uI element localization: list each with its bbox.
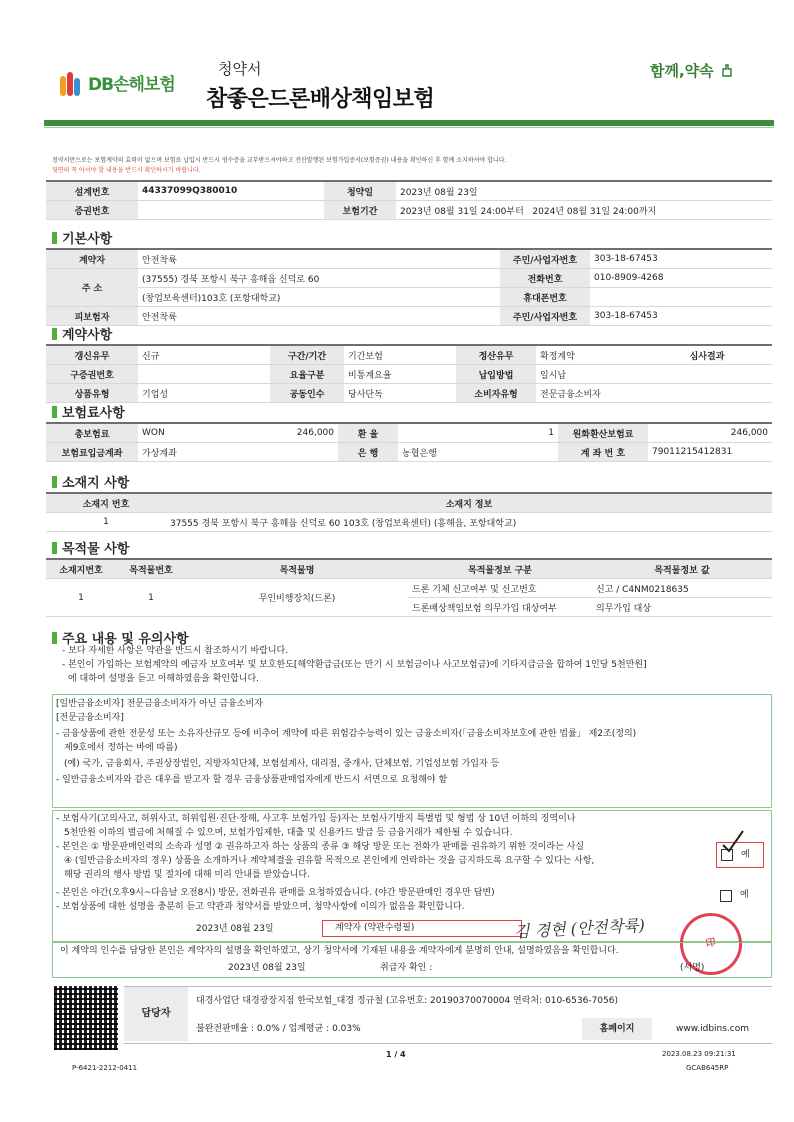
section-bar	[52, 632, 57, 644]
visit-consent3: 해당 권리의 행사 방법 및 절차에 대해 미리 안내를 받았습니다.	[64, 870, 310, 880]
handler-confirm: 이 계약의 인수를 담당한 본인은 계약자의 설명을 확인하였고, 상기 청약서에 기재된 내용을 계약자에게 분명히 안내, 설명하였음을 확인합니다.	[60, 946, 619, 956]
consumer: 전문금융소비자	[536, 384, 642, 403]
pro-consumer-desc2: 제9호에서 정하는 바에 따름)	[64, 743, 178, 753]
location-no-header: 소재지 번호	[46, 493, 166, 513]
mobile	[590, 288, 772, 307]
notice-text	[62, 644, 647, 686]
confirm-text	[56, 812, 594, 914]
address-line1: (37555) 경북 포항시 북구 흥해읍 신덕로 60	[138, 269, 500, 288]
contract-table	[46, 344, 772, 403]
period-label: 보험기간	[324, 201, 396, 220]
renew: 신규	[138, 345, 270, 365]
old-policy-label: 구증권번호	[46, 365, 138, 384]
summary-table	[46, 180, 772, 220]
form-code: GCAB645RP	[686, 1064, 729, 1072]
design-no: 44337099Q380010	[138, 181, 324, 201]
section-location	[52, 472, 129, 491]
qr-code	[54, 986, 118, 1050]
object-loc-header: 소재지번호	[46, 559, 116, 579]
rate-label: 요율구분	[270, 365, 344, 384]
section-bar	[52, 476, 57, 488]
location-table	[46, 492, 772, 532]
section-notice-title: 주요 내용 및 유의사항	[62, 632, 189, 647]
review-empty2	[642, 384, 772, 403]
section-basic	[52, 228, 112, 247]
insured: 안전착륙	[138, 307, 500, 326]
yes-label: 예	[741, 850, 750, 860]
yes-checkbox-1[interactable]	[716, 842, 764, 868]
object-value-header: 목적물정보 값	[592, 559, 772, 579]
renew-label: 갱신유무	[46, 345, 138, 365]
acct-no-label: 계 좌 번 호	[558, 443, 648, 462]
id-label: 주민/사업자번호	[500, 249, 590, 269]
handler-sign: (서명)	[680, 963, 705, 973]
object-name: 무인비행장치(드론)	[186, 579, 408, 617]
hand-promise-icon	[719, 62, 735, 78]
phone: 010-8909-4268	[590, 269, 772, 288]
krw-label: 원화환산보험료	[558, 423, 648, 443]
phone-label: 전화번호	[500, 269, 590, 288]
agent-info: 대경사업단 대경광장지점 한국보험_대경 정규철 (고유번호: 20190370070004 연락처: 010-6536-7056)	[196, 996, 618, 1006]
contractor-signature: 김 경현 (안전착륙)	[513, 915, 646, 942]
app-date: 2023년 08월 23일	[396, 181, 772, 201]
acct-no: 79011215412831	[648, 443, 772, 462]
period-from: 2023년 08월 31일 24:00부터	[400, 206, 524, 217]
notice-line: - 보다 자세한 사항은 약관을 반드시 참조하시기 바랍니다.	[62, 646, 289, 656]
fx: 1	[398, 423, 558, 443]
notice-line-red: 뒷면의 꼭 아셔야 할 내용을 반드시 확인하시기 바랍니다.	[52, 167, 201, 174]
section-object	[52, 538, 129, 557]
range-label: 구간/기간	[270, 345, 344, 365]
contractor-sign-label: 계약자 (약관수령필)	[322, 920, 522, 937]
consumer-type-text	[56, 697, 636, 787]
app-date-label: 청약일	[324, 181, 396, 201]
coins: 당사단독	[344, 384, 456, 403]
object-name-header: 목적물명	[186, 559, 408, 579]
location-info-header: 소재지 정보	[166, 493, 772, 513]
contractor: 안전착륙	[138, 249, 500, 269]
notice-line: - 본인이 가입하는 보험계약의 예금자 보호여부 및 보호한도[해약환급금(또는 만기 시 보험금이나 사고보험금)에 기타지급금을 합하여 1인당 5천만원]	[62, 660, 647, 670]
homepage-label: 홈페이지	[582, 1018, 652, 1040]
insured-label: 피보험자	[46, 307, 138, 326]
product: 기업성	[138, 384, 270, 403]
address-line2: (창업보육센터)103호 (포항대학교)	[138, 288, 500, 307]
total-label: 총보험료	[46, 423, 138, 443]
header-rule-thin	[44, 127, 774, 128]
settle: 확정계약	[536, 345, 642, 365]
section-basic-title: 기본사항	[62, 232, 113, 247]
section-premium-title: 보험료사항	[62, 406, 125, 421]
section-bar	[52, 328, 57, 340]
pro-consumer-request: - 일반금융소비자와 같은 대우를 받고자 할 경우 금융상품판매업자에게 반드시 서면으로 요청해야 함	[56, 775, 448, 785]
slogan	[650, 60, 735, 81]
bank-label: 은 행	[338, 443, 398, 462]
yes-label: 예	[740, 890, 749, 900]
agent-label: 담당자	[124, 987, 188, 1041]
policy-no	[138, 201, 324, 220]
header-rule	[44, 120, 774, 126]
night-consent: - 본인은 야간(오후9시~다음날 오전8시) 방문, 전화권유 판매를 요청하였습니다. (야간 방문판매인 경우만 답변)	[56, 888, 495, 898]
pro-consumer-desc: - 금융상품에 관한 전문성 또는 소유자산규모 등에 비추어 계약에 따른 위험감수능력이 있는 금융소비자(「금융소비자보호에 관한 법률」 제2조(정의)	[56, 729, 637, 739]
bank: 농협은행	[398, 443, 558, 462]
pay: 일시납	[536, 365, 642, 384]
section-bar	[52, 542, 57, 554]
handler-label: 취급자 확인 :	[380, 963, 433, 973]
db-logo-icon	[58, 68, 88, 98]
sign-date: 2023년 08월 23일	[196, 924, 274, 934]
coins-label: 공동인수	[270, 384, 344, 403]
insured-id: 303-18-67453	[590, 307, 772, 326]
checkbox-square	[720, 890, 732, 902]
section-bar	[52, 406, 57, 418]
object-type1: 드론 기체 신고여부 및 신고번호	[408, 579, 592, 598]
contractor-label: 계약자	[46, 249, 138, 269]
period-to: 2024년 08월 31일 24:00까지	[532, 206, 657, 217]
object-type-header: 목적물정보 구분	[408, 559, 592, 579]
review-empty	[642, 365, 772, 384]
slogan-text: 함께,약속	[650, 62, 714, 80]
review-label: 심사결과	[642, 345, 772, 365]
rate: 비통계요율	[344, 365, 456, 384]
premium-table	[46, 422, 772, 462]
address-label: 주 소	[46, 269, 138, 307]
visit-consent: - 본인은 ① 방문판매인력의 소속과 성명 ② 권유하고자 하는 상품의 종류 ③ 해당 방문 또는 전화가 판매를 권유하기 위한 것이라는 사실	[56, 842, 585, 852]
notice-line: 에 대하여 설명을 듣고 이해하였음을 확인합니다.	[68, 674, 260, 684]
visit-consent2: ④ (일반금융소비자의 경우) 상품을 소개하거나 계약체결을 권유할 목적으로 본인에게 연락하는 것을 금지하도록 요구할 수 있다는 사항,	[64, 856, 595, 866]
object-value1: 신고 / C4NM0218635	[592, 579, 772, 598]
total: 246,000	[188, 423, 338, 443]
document-subtitle: 청약서	[218, 60, 262, 78]
location-info: 37555 경북 포항시 북구 흥해읍 신덕로 60 103호 (창업보육센터) (흥해읍, 포항대학교)	[166, 513, 772, 532]
section-object-title: 목적물 사항	[62, 542, 130, 557]
explain-confirm: - 보험상품에 대한 설명을 충분히 듣고 약관과 청약서를 받았으며, 청약사항에 이의가 없음을 확인합니다.	[56, 902, 465, 912]
pay-label: 납입방법	[456, 365, 536, 384]
location-no: 1	[46, 513, 166, 532]
logo-text: DB손해보험	[88, 75, 175, 95]
mis-selling-rate: 불완전판매율 : 0.0% / 업계평균 : 0.03%	[196, 1024, 361, 1034]
currency: WON	[138, 423, 188, 443]
fraud-warning: - 보험사기(고의사고, 허위사고, 허위입원·진단·장해, 사고후 보험가입 등)자는 보험사기방지 특별법 및 형법 상 10년 이하의 징역이나	[56, 814, 576, 824]
insured-id-label: 주민/사업자번호	[500, 307, 590, 326]
object-no-header: 목적물번호	[116, 559, 186, 579]
krw: 246,000	[648, 423, 772, 443]
section-contract-title: 계약사항	[62, 328, 113, 343]
pro-consumer-examples: (예) 국가, 금융회사, 주권상장법인, 지방자치단체, 보험설계사, 대리점, 중개사, 단체보험, 기업성보험 가입자 등	[64, 759, 500, 769]
page-number: 1 / 4	[386, 1050, 406, 1059]
policy-no-label: 증권번호	[46, 201, 138, 220]
account: 가상계좌	[138, 443, 338, 462]
design-no-label: 설계번호	[46, 181, 138, 201]
mobile-label: 휴대폰번호	[500, 288, 590, 307]
notice-line: 청약서만으로는 보험계약의 효력이 없으며 보험료 납입시 반드시 영수증을 교부받으셔야하고 전산발행된 보험가입증서(보험증권) 내용을 확인하신 후 함께 소지하셔야 합니다.	[52, 157, 507, 164]
object-type2: 드론배상책임보험 의무가입 대상여부	[408, 598, 592, 617]
fx-label: 환 율	[338, 423, 398, 443]
range: 기간보험	[344, 345, 456, 365]
product-label: 상품유형	[46, 384, 138, 403]
id: 303-18-67453	[590, 249, 772, 269]
section-contract	[52, 324, 112, 343]
print-datetime: 2023.08.23 09:21:31	[662, 1050, 736, 1058]
yes-checkbox-2[interactable]	[720, 888, 760, 904]
pro-consumer-heading: [전문금융소비자]	[56, 713, 124, 723]
settle-label: 정산유무	[456, 345, 536, 365]
object-table	[46, 558, 772, 617]
db-logo	[58, 66, 193, 102]
company-seal-stamp: 印	[674, 907, 748, 981]
handler-date: 2023년 08월 23일	[228, 963, 306, 973]
basic-table	[46, 248, 772, 326]
consumer-label: 소비자유형	[456, 384, 536, 403]
general-consumer: [일반금융소비자] 전문금융소비자가 아닌 금융소비자	[56, 699, 263, 709]
period	[396, 201, 772, 220]
form-number: P-6421-2212-0411	[72, 1064, 138, 1072]
account-label: 보험료입금계좌	[46, 443, 138, 462]
section-premium	[52, 402, 125, 421]
object-value2: 의무가입 대상	[592, 598, 772, 617]
document-title: 참좋은드론배상책임보험	[206, 87, 435, 112]
homepage-link[interactable]: www.idbins.com	[676, 1024, 750, 1034]
old-policy	[138, 365, 270, 384]
section-bar	[52, 232, 57, 244]
fraud-warning2: 5천만원 이하의 벌금에 처해질 수 있으며, 보험가입제한, 대출 및 신용카드 발급 등 금융거래가 제한될 수 있습니다.	[64, 828, 513, 838]
object-loc: 1	[46, 579, 116, 617]
section-location-title: 소재지 사항	[62, 476, 130, 491]
object-no: 1	[116, 579, 186, 617]
